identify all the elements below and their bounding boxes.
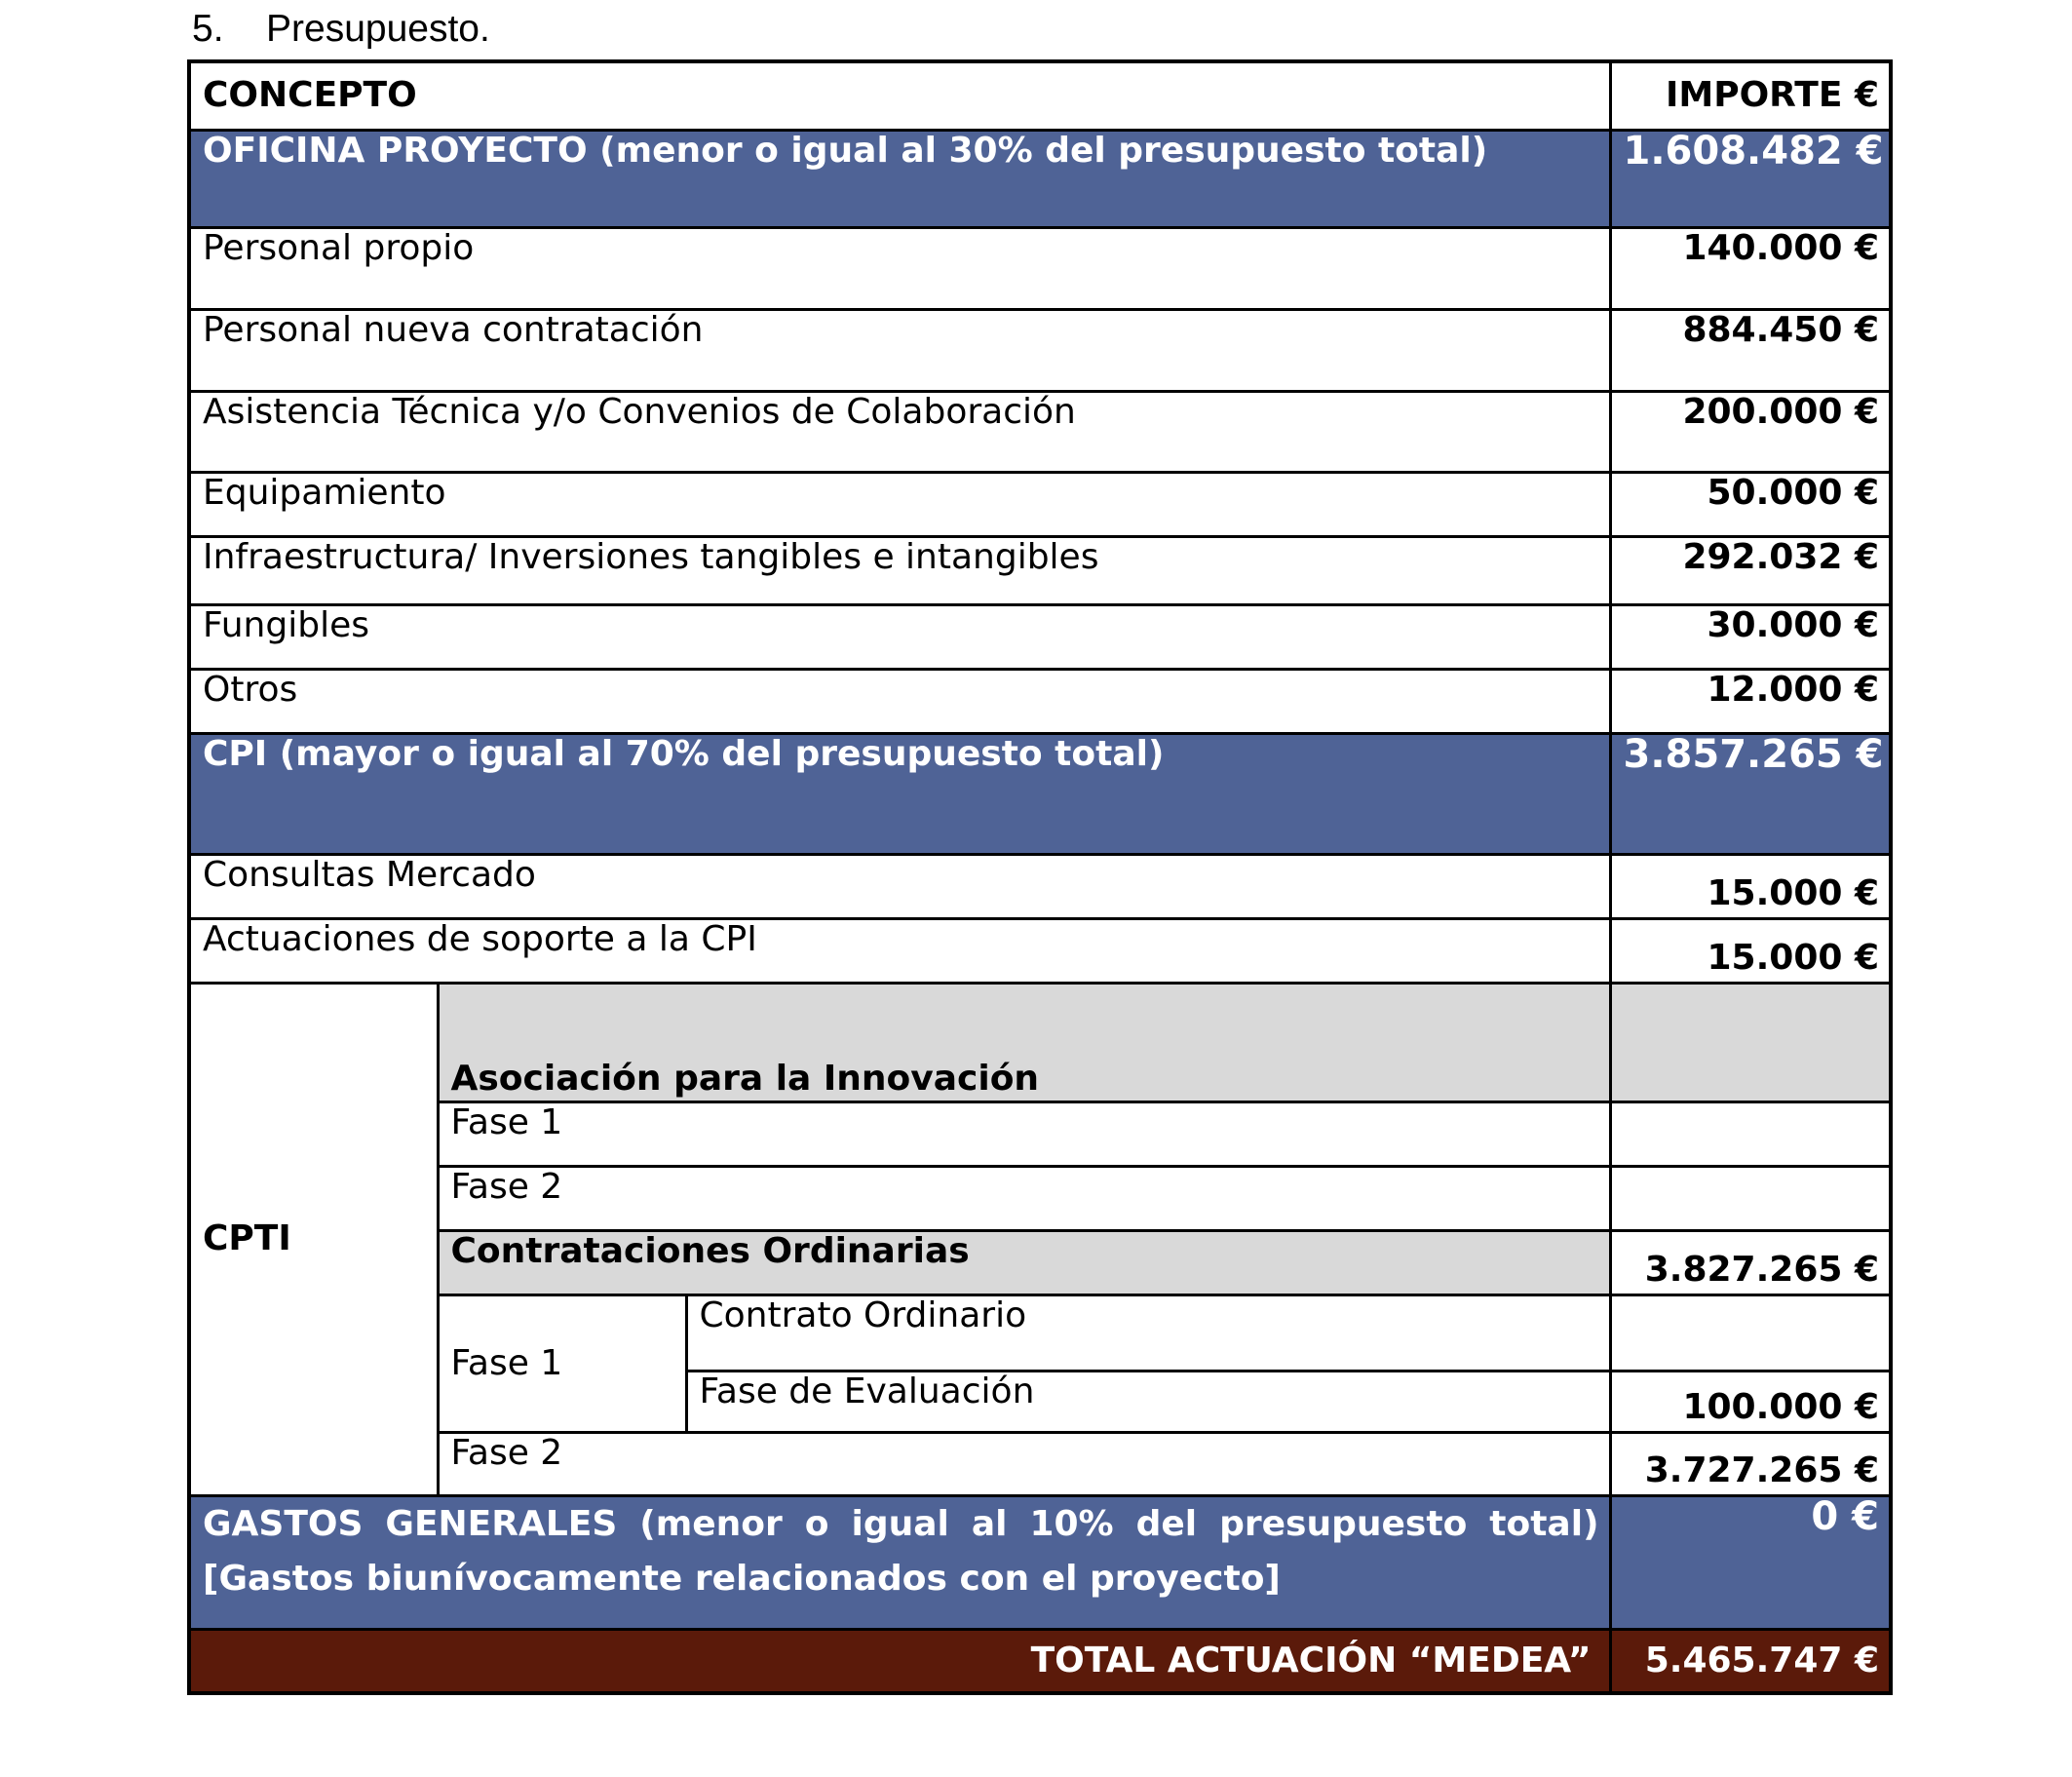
- row-amount: 884.450 €: [1610, 309, 1891, 391]
- ordinarias-amount: 3.827.265 €: [1610, 1230, 1891, 1294]
- row-label: Consultas Mercado: [189, 854, 1610, 918]
- row-label: Personal propio: [189, 227, 1610, 309]
- table-row: [189, 669, 1891, 733]
- table-header-row: [189, 61, 1891, 130]
- table-row: [189, 918, 1891, 983]
- fase-evaluacion-amount: 100.000 €: [1610, 1371, 1891, 1432]
- row-label: Infraestructura/ Inversiones tangibles e intangibles: [189, 536, 1610, 604]
- budget-table: [187, 59, 1893, 1695]
- total-amount: 5.465.747 €: [1610, 1629, 1891, 1693]
- table-row: [189, 1101, 1891, 1166]
- asociacion-fase1-label: Fase 1: [438, 1101, 1610, 1166]
- asociacion-fase2-label: Fase 2: [438, 1166, 1610, 1230]
- table-row: [189, 536, 1891, 604]
- asociacion-fase1-amount: [1610, 1101, 1891, 1166]
- asociacion-row: [189, 983, 1891, 1101]
- row-label: Asistencia Técnica y/o Convenios de Colaboración: [189, 391, 1610, 472]
- total-label: TOTAL ACTUACIÓN “MEDEA”: [189, 1629, 1610, 1693]
- oficina-amount: 1.608.482 €: [1610, 130, 1891, 227]
- table-row: [189, 1166, 1891, 1230]
- row-label: Fungibles: [189, 604, 1610, 669]
- table-row: [189, 1432, 1891, 1495]
- row-amount: 30.000 €: [1610, 604, 1891, 669]
- gastos-section-row: [189, 1495, 1891, 1629]
- ordinarias-row: [189, 1230, 1891, 1294]
- asociacion-amount: [1610, 983, 1891, 1101]
- table-row: [189, 472, 1891, 536]
- asociacion-fase2-amount: [1610, 1166, 1891, 1230]
- row-amount: 50.000 €: [1610, 472, 1891, 536]
- asociacion-label: Asociación para la Innovación: [438, 983, 1610, 1101]
- row-amount: 200.000 €: [1610, 391, 1891, 472]
- section-title: Presupuesto.: [266, 8, 490, 50]
- row-label: Equipamiento: [189, 472, 1610, 536]
- ordinarias-fase1-label: Fase 1: [438, 1294, 686, 1432]
- table-row: [189, 391, 1891, 472]
- header-amount: IMPORTE €: [1610, 61, 1891, 130]
- cpti-label: CPTI: [189, 983, 438, 1495]
- row-amount: 15.000 €: [1610, 854, 1891, 918]
- section-number: 5.: [192, 8, 224, 50]
- ordinarias-fase2-label: Fase 2: [438, 1432, 1610, 1495]
- ordinarias-label: Contrataciones Ordinarias: [438, 1230, 1610, 1294]
- row-amount: 292.032 €: [1610, 536, 1891, 604]
- oficina-label: OFICINA PROYECTO (menor o igual al 30% del presupuesto total): [189, 130, 1610, 227]
- row-label: Otros: [189, 669, 1610, 733]
- table-row: [189, 604, 1891, 669]
- row-label: Personal nueva contratación: [189, 309, 1610, 391]
- row-amount: 15.000 €: [1610, 918, 1891, 983]
- cpi-label: CPI (mayor o igual al 70% del presupuesto total): [189, 733, 1610, 854]
- table-row: [189, 309, 1891, 391]
- gastos-amount: 0 €: [1610, 1495, 1891, 1629]
- row-amount: 12.000 €: [1610, 669, 1891, 733]
- total-row: [189, 1629, 1891, 1693]
- table-row: [189, 854, 1891, 918]
- contrato-ordinario-label: Contrato Ordinario: [686, 1294, 1610, 1371]
- oficina-section-row: [189, 130, 1891, 227]
- cpi-section-row: [189, 733, 1891, 854]
- table-row: [189, 227, 1891, 309]
- fase-evaluacion-label: Fase de Evaluación: [686, 1371, 1610, 1432]
- contrato-ordinario-amount: [1610, 1294, 1891, 1371]
- cpi-amount: 3.857.265 €: [1610, 733, 1891, 854]
- section-heading: [192, 8, 490, 51]
- row-label: Actuaciones de soporte a la CPI: [189, 918, 1610, 983]
- header-concept: CONCEPTO: [189, 61, 1610, 130]
- ordinarias-fase2-amount: 3.727.265 €: [1610, 1432, 1891, 1495]
- row-amount: 140.000 €: [1610, 227, 1891, 309]
- table-row: [189, 1294, 1891, 1371]
- gastos-label: GASTOS GENERALES (menor o igual al 10% del presupuesto total) [Gastos biunívocamente relacionados con el proyecto]: [189, 1495, 1610, 1629]
